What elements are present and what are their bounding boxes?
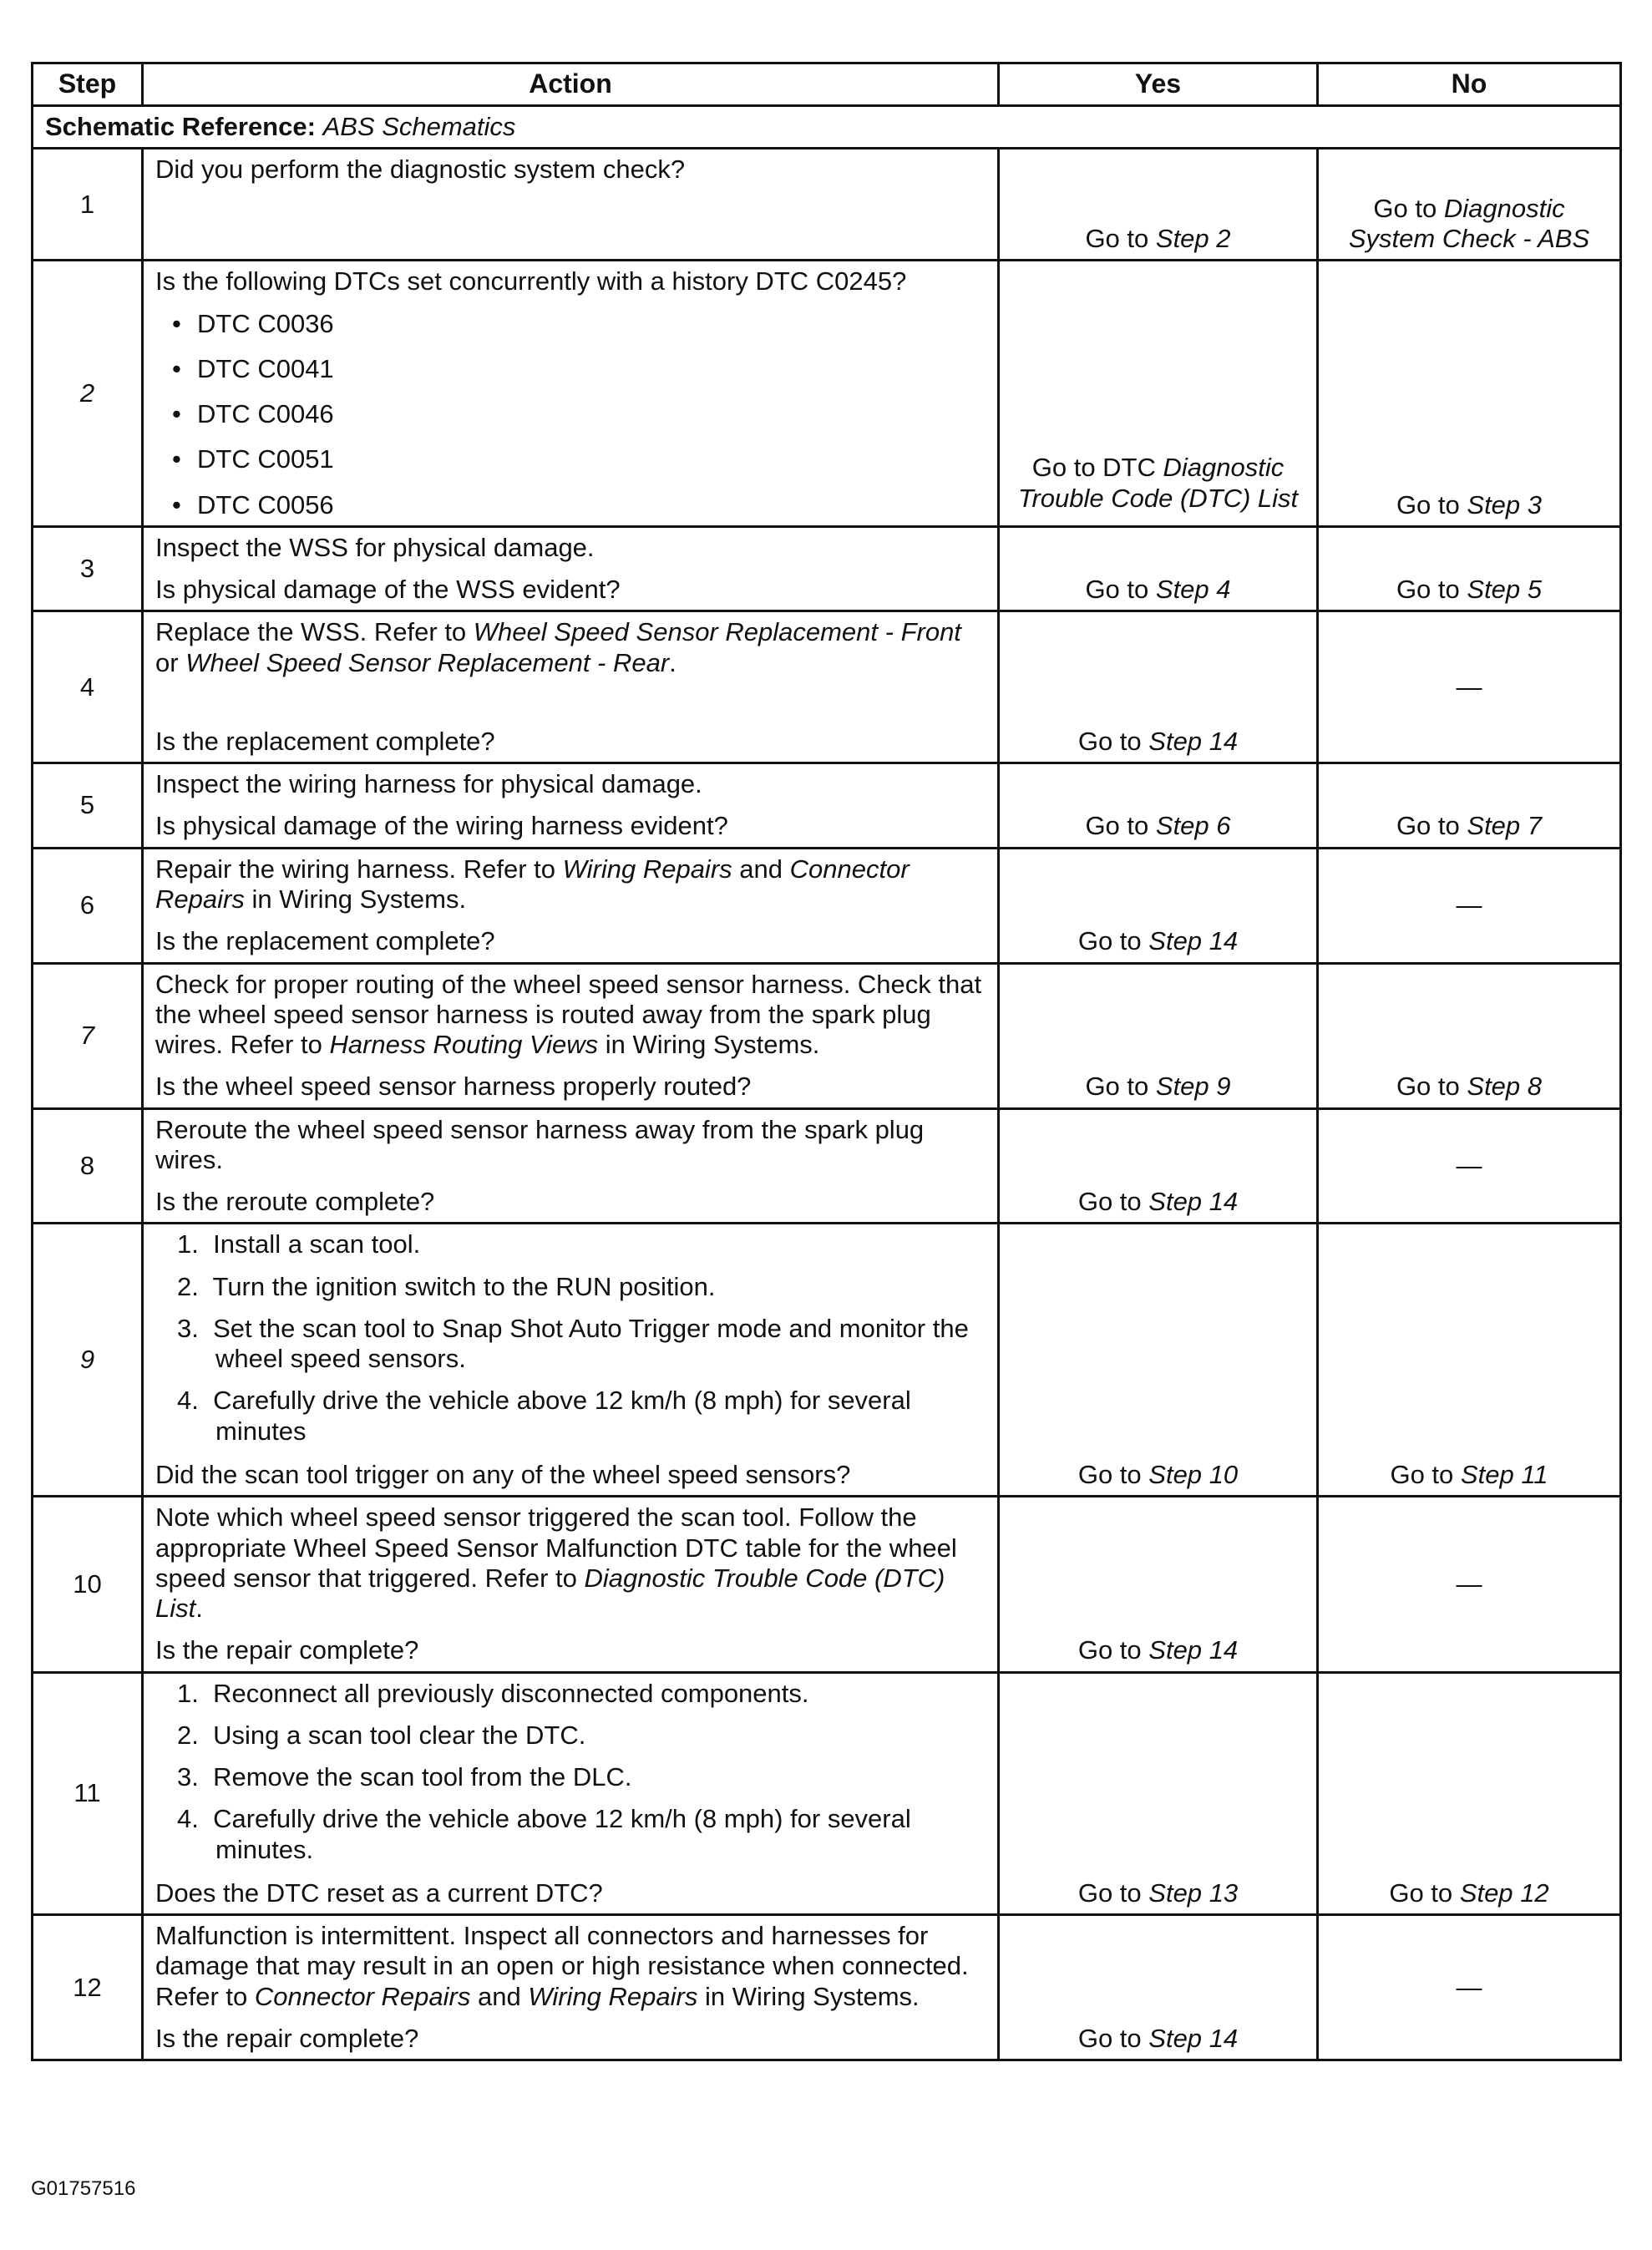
step-number: 2 bbox=[33, 261, 143, 527]
yes-cell bbox=[999, 526, 1318, 611]
go-to: Go to bbox=[1077, 1878, 1142, 1908]
go-to: Go to bbox=[1396, 489, 1460, 519]
step-link[interactable]: Step 14 bbox=[1148, 1187, 1239, 1217]
yes-cell bbox=[999, 1108, 1318, 1224]
go-to: Go to bbox=[1373, 193, 1437, 223]
procedure-list bbox=[155, 1229, 986, 1447]
header-yes: Yes bbox=[999, 63, 1318, 106]
list-item: • DTC C0046 bbox=[172, 399, 986, 429]
list-item: 1. Install a scan tool. bbox=[177, 1229, 421, 1259]
list-item: • DTC C0051 bbox=[172, 444, 986, 474]
dtc-list bbox=[172, 309, 986, 520]
go-to: Go to bbox=[1085, 1072, 1149, 1102]
link[interactable]: Wheel Speed Sensor Replacement - Rear bbox=[185, 647, 670, 677]
yes-cell bbox=[999, 1224, 1318, 1497]
step-number: 11 bbox=[33, 1672, 143, 1915]
link[interactable]: Diagnostic Trouble Code (DTC) List bbox=[155, 1563, 945, 1624]
step-link[interactable]: Step 4 bbox=[1155, 575, 1231, 605]
step-link[interactable]: Step 12 bbox=[1459, 1878, 1549, 1908]
list-item: • DTC C0041 bbox=[172, 354, 986, 384]
no-cell bbox=[1318, 763, 1621, 849]
step-number: 7 bbox=[33, 963, 143, 1108]
yes-cell bbox=[999, 1497, 1318, 1672]
yes-cell bbox=[999, 963, 1318, 1108]
step-number: 3 bbox=[33, 526, 143, 611]
table-row bbox=[33, 1672, 1621, 1915]
link[interactable]: Diagnostic Trouble Code (DTC) List bbox=[1017, 453, 1299, 513]
step-link[interactable]: Step 8 bbox=[1467, 1072, 1543, 1102]
step-number: 10 bbox=[33, 1497, 143, 1672]
no-cell bbox=[1318, 963, 1621, 1108]
step-link[interactable]: Step 3 bbox=[1467, 489, 1543, 519]
go-to: Go to bbox=[1077, 1459, 1142, 1489]
no-cell bbox=[1318, 149, 1621, 261]
list-item: 3. Remove the scan tool from the DLC. bbox=[177, 1762, 632, 1792]
no-cell: — bbox=[1318, 848, 1621, 963]
step-link[interactable]: Step 7 bbox=[1467, 811, 1543, 841]
step-link[interactable]: Step 9 bbox=[1155, 1072, 1231, 1102]
step-number: 12 bbox=[33, 1915, 143, 2060]
go-to: Go to bbox=[1085, 575, 1149, 605]
question: Is physical damage of the WSS evident? bbox=[155, 575, 621, 605]
figure-id: G01757516 bbox=[31, 2177, 136, 2200]
no-cell: — bbox=[1318, 1108, 1621, 1224]
no-cell: — bbox=[1318, 1497, 1621, 1672]
link[interactable]: Diagnostic System Check - ABS bbox=[1348, 193, 1590, 253]
link[interactable]: Wiring Repairs bbox=[528, 1981, 698, 2011]
table-row bbox=[33, 1108, 1621, 1224]
yes-cell bbox=[999, 611, 1318, 763]
yes-cell bbox=[999, 149, 1318, 261]
table-row bbox=[33, 1915, 1621, 2060]
step-number: 5 bbox=[33, 763, 143, 849]
step-number: 8 bbox=[33, 1108, 143, 1224]
go-to: Go to bbox=[1077, 2023, 1142, 2053]
action-cell bbox=[143, 526, 999, 611]
go-to: Go to DTC bbox=[1031, 453, 1156, 483]
go-to: Go to bbox=[1389, 1878, 1453, 1908]
table-row bbox=[33, 963, 1621, 1108]
step-link[interactable]: Step 14 bbox=[1148, 1635, 1239, 1665]
table-row bbox=[33, 261, 1621, 527]
action-cell bbox=[143, 848, 999, 963]
header-no: No bbox=[1318, 63, 1621, 106]
instruction: Note which wheel speed sensor triggered the scan tool. Follow the appropriate Wheel Speed Sensor Malfunction DTC table for the wheel speed sensor that triggered. Refer to Diagnostic Trouble Code (DTC) List. bbox=[155, 1503, 957, 1624]
go-to: Go to bbox=[1077, 926, 1142, 956]
no-cell bbox=[1318, 1672, 1621, 1915]
action-cell bbox=[143, 261, 999, 527]
step-link[interactable]: Step 14 bbox=[1148, 926, 1239, 956]
step-link[interactable]: Step 13 bbox=[1148, 1878, 1239, 1908]
action-cell bbox=[143, 149, 999, 261]
link[interactable]: Wiring Repairs bbox=[562, 854, 732, 884]
step-link[interactable]: Step 2 bbox=[1155, 224, 1231, 253]
go-to: Go to bbox=[1077, 1187, 1142, 1217]
no-cell bbox=[1318, 1224, 1621, 1497]
schematic-row bbox=[33, 106, 1621, 149]
schematic-reference bbox=[33, 106, 1621, 149]
step-link[interactable]: Step 11 bbox=[1460, 1459, 1548, 1489]
list-item: • DTC C0056 bbox=[172, 490, 986, 520]
question: Did you perform the diagnostic system check? bbox=[155, 155, 686, 185]
question: Is physical damage of the wiring harness evident? bbox=[155, 811, 728, 841]
instruction: Inspect the WSS for physical damage. bbox=[155, 532, 595, 562]
no-cell bbox=[1318, 261, 1621, 527]
no-cell: — bbox=[1318, 611, 1621, 763]
go-to: Go to bbox=[1077, 726, 1142, 756]
procedure-list bbox=[155, 1679, 986, 1865]
question: Is the replacement complete? bbox=[155, 726, 495, 756]
action-cell bbox=[143, 1108, 999, 1224]
step-link[interactable]: Step 6 bbox=[1155, 811, 1231, 841]
yes-cell bbox=[999, 763, 1318, 849]
question: Is the replacement complete? bbox=[155, 926, 495, 956]
table-row bbox=[33, 149, 1621, 261]
go-to: Go to bbox=[1077, 1635, 1142, 1665]
step-number: 6 bbox=[33, 848, 143, 963]
action-cell bbox=[143, 963, 999, 1108]
list-item: 3. Set the scan tool to Snap Shot Auto Trigger mode and monitor the wheel speed sensors. bbox=[177, 1313, 969, 1374]
go-to: Go to bbox=[1390, 1459, 1454, 1489]
question: Is the repair complete? bbox=[155, 2023, 419, 2053]
table-row bbox=[33, 526, 1621, 611]
step-number: 4 bbox=[33, 611, 143, 763]
table-row bbox=[33, 848, 1621, 963]
list-item: 4. Carefully drive the vehicle above 12 km/h (8 mph) for several minutes. bbox=[177, 1804, 911, 1864]
list-item: • DTC C0036 bbox=[172, 309, 986, 339]
table-row bbox=[33, 1224, 1621, 1497]
go-to: Go to bbox=[1396, 575, 1460, 605]
link[interactable]: Wheel Speed Sensor Replacement - Front bbox=[473, 617, 961, 647]
question: Is the repair complete? bbox=[155, 1635, 419, 1665]
step-number: 1 bbox=[33, 149, 143, 261]
list-item: 2. Using a scan tool clear the DTC. bbox=[177, 1720, 586, 1750]
action-cell bbox=[143, 1672, 999, 1915]
yes-cell bbox=[999, 261, 1318, 527]
yes-cell bbox=[999, 1672, 1318, 1915]
go-to: Go to bbox=[1396, 1072, 1460, 1102]
go-to: Go to bbox=[1085, 811, 1149, 841]
instruction: Replace the WSS. Refer to Wheel Speed Sensor Replacement - Front or Wheel Speed Sensor Replacement - Rear. bbox=[155, 617, 961, 677]
table-row bbox=[33, 1497, 1621, 1672]
table-row bbox=[33, 611, 1621, 763]
instruction: Inspect the wiring harness for physical damage. bbox=[155, 769, 702, 799]
schematic-link[interactable]: ABS Schematics bbox=[322, 112, 516, 141]
header-row bbox=[33, 63, 1621, 106]
go-to: Go to bbox=[1085, 224, 1149, 253]
question: Did the scan tool trigger on any of the wheel speed sensors? bbox=[155, 1459, 851, 1489]
link[interactable]: Harness Routing Views bbox=[329, 1030, 599, 1060]
header-step: Step bbox=[33, 63, 143, 106]
instruction: Malfunction is intermittent. Inspect all connectors and harnesses for damage that may result in an open or high resistance when connected. Refer to Connector Repairs and Wiring Repairs in Wiring Systems. bbox=[155, 1921, 969, 2011]
link[interactable]: Connector Repairs bbox=[254, 1981, 471, 2011]
step-link[interactable]: Step 14 bbox=[1148, 2023, 1239, 2053]
list-item: 4. Carefully drive the vehicle above 12 km/h (8 mph) for several minutes bbox=[177, 1386, 911, 1446]
question: Is the reroute complete? bbox=[155, 1187, 435, 1217]
action-cell bbox=[143, 1224, 999, 1497]
list-item: 1. Reconnect all previously disconnected components. bbox=[177, 1678, 809, 1708]
yes-cell bbox=[999, 1915, 1318, 2060]
action-cell bbox=[143, 763, 999, 849]
step-link[interactable]: Step 5 bbox=[1467, 575, 1543, 605]
instruction: Repair the wiring harness. Refer to Wiring Repairs and Connector Repairs in Wiring Systems. bbox=[155, 854, 910, 914]
header-action: Action bbox=[143, 63, 999, 106]
link[interactable]: Connector Repairs bbox=[155, 854, 910, 914]
action-cell bbox=[143, 1915, 999, 2060]
yes-cell bbox=[999, 848, 1318, 963]
step-number: 9 bbox=[33, 1224, 143, 1497]
question: Does the DTC reset as a current DTC? bbox=[155, 1878, 603, 1908]
instruction: Check for proper routing of the wheel speed sensor harness. Check that the wheel speed sensor harness is routed away from the spark plug wires. Refer to Harness Routing Views in Wiring Systems. bbox=[155, 969, 982, 1060]
list-item: 2. Turn the ignition switch to the RUN position. bbox=[177, 1271, 716, 1301]
table-row bbox=[33, 763, 1621, 849]
action-cell bbox=[143, 611, 999, 763]
step-link[interactable]: Step 14 bbox=[1148, 726, 1239, 756]
question: Is the wheel speed sensor harness properly routed? bbox=[155, 1072, 752, 1102]
no-cell: — bbox=[1318, 1915, 1621, 2060]
schematic-label: Schematic Reference: bbox=[45, 112, 316, 141]
step-link[interactable]: Step 10 bbox=[1148, 1459, 1239, 1489]
instruction: Reroute the wheel speed sensor harness away from the spark plug wires. bbox=[155, 1114, 925, 1174]
no-cell bbox=[1318, 526, 1621, 611]
diagnostic-table bbox=[31, 62, 1622, 2061]
action-cell bbox=[143, 1497, 999, 1672]
go-to: Go to bbox=[1396, 811, 1460, 841]
question: Is the following DTCs set concurrently with a history DTC C0245? bbox=[155, 266, 907, 296]
